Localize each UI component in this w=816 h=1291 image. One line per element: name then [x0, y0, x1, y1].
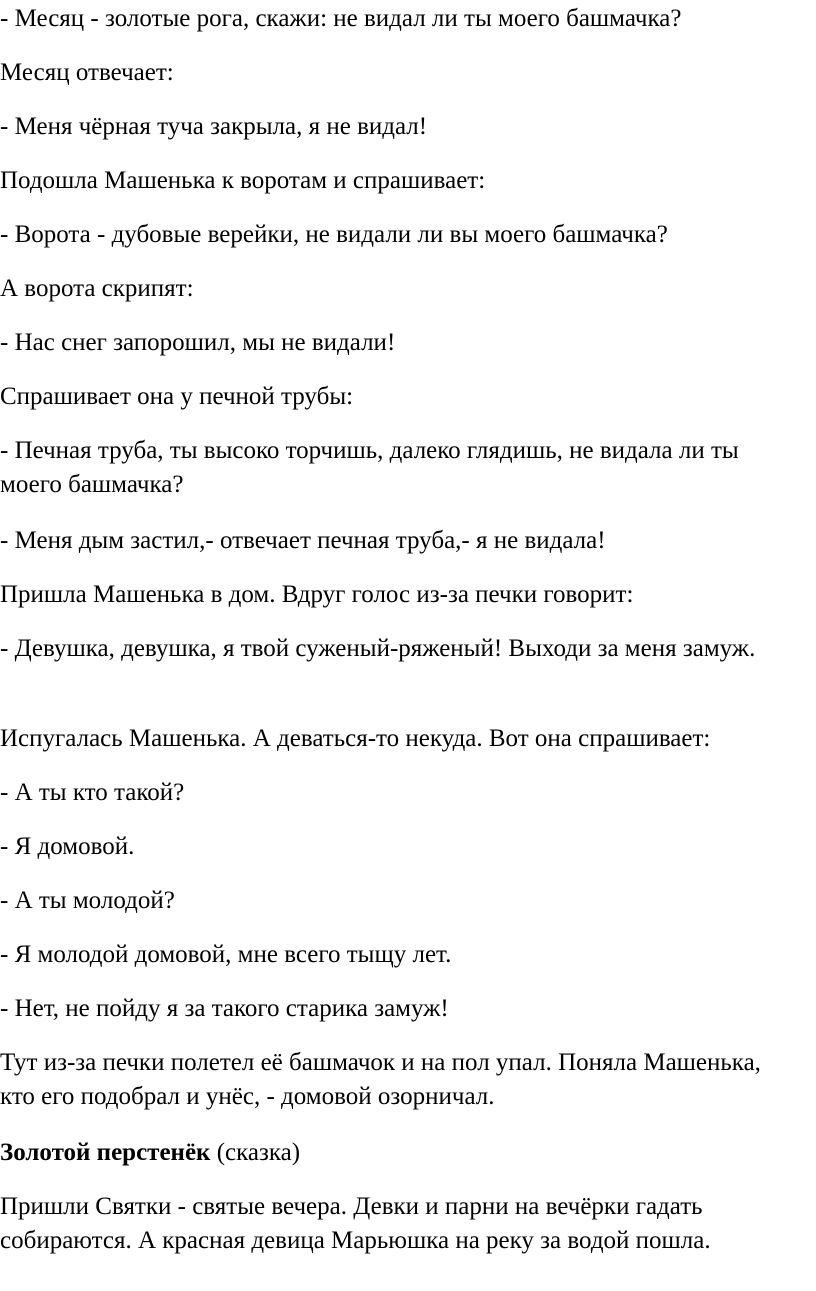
paragraph: Пришла Машенька в дом. Вдруг голос из-за печки говорит: — [0, 581, 634, 608]
paragraph: - Девушка, девушка, я твой суженый-ряженый! Выходи за меня замуж. — [0, 635, 756, 662]
paragraph: Пришли Святки - святые вечера. Девки и парни на вечёрки гадать собираются. А красная девица Марьюшка на реку за водой пошла. — [0, 1193, 711, 1254]
story-heading — [0, 1136, 300, 1170]
paragraph: - Ворота - дубовые верейки, не видали ли вы моего башмачка? — [0, 221, 668, 248]
story-genre: (сказка) — [210, 1139, 301, 1166]
paragraph: - Я домовой. — [0, 833, 135, 860]
paragraph: - Меня дым застил,- отвечает печная труба,- я не видала! — [0, 527, 606, 554]
paragraph: Тут из-за печки полетел её башмачок и на пол упал. Поняла Машенька, кто его подобрал и унёс, - домовой озорничал. — [0, 1049, 761, 1110]
paragraph: Спрашивает она у печной трубы: — [0, 383, 354, 410]
paragraph: Месяц отвечает: — [0, 59, 174, 86]
paragraph: - Нас снег запорошил, мы не видали! — [0, 329, 396, 356]
paragraph: - Месяц - золотые рога, скажи: не видал ли ты моего башмачка? — [0, 5, 682, 32]
paragraph: - Меня чёрная туча закрыла, я не видал! — [0, 113, 428, 140]
paragraph: Испугалась Машенька. А деваться-то некуда. Вот она спрашивает: — [0, 725, 711, 752]
paragraph: - Нет, не пойду я за такого старика замуж! — [0, 995, 449, 1022]
paragraph: А ворота скрипят: — [0, 275, 194, 302]
paragraph: - А ты кто такой? — [0, 779, 185, 806]
paragraph: - А ты молодой? — [0, 887, 175, 914]
story-title: Золотой перстенёк — [0, 1139, 211, 1166]
paragraph: - Печная труба, ты высоко торчишь, далеко глядишь, не видала ли ты моего башмачка? — [0, 437, 739, 498]
paragraph: - Я молодой домовой, мне всего тыщу лет. — [0, 941, 452, 968]
paragraph: Подошла Машенька к воротам и спрашивает: — [0, 167, 486, 194]
